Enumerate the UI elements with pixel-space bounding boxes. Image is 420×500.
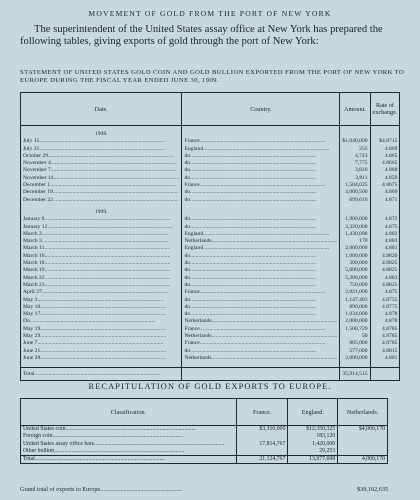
dot-leader: .......................................................................................... bbox=[190, 281, 316, 288]
country-cell: do.......................................................................................... bbox=[182, 304, 340, 311]
date-cell: March 2.......................................................................................... bbox=[21, 231, 182, 238]
rate-cell: 4.8755 bbox=[370, 297, 400, 304]
amount-cell: 300,000 bbox=[340, 260, 370, 267]
dot-leader: .......................................................................................... bbox=[41, 230, 168, 237]
grand-total-label: Grand total of exports to Europe bbox=[20, 486, 101, 493]
netherlands-cell: $4,000,170 bbox=[338, 426, 388, 434]
dot-leader: .......................................................................................... bbox=[44, 281, 171, 288]
table-row bbox=[21, 138, 400, 145]
dot-leader: .......................................................................................... bbox=[53, 174, 180, 181]
dot-leader: .......................................................................................... bbox=[211, 354, 338, 361]
total-amount: 35,914,515 bbox=[340, 368, 370, 381]
amount-cell: 3,811 bbox=[340, 175, 370, 182]
empty-cell bbox=[370, 131, 400, 138]
dot-leader: .......................................................................................... bbox=[44, 245, 171, 252]
date-cell: March 19.......................................................................................... bbox=[21, 267, 182, 274]
amount-cell: 3,320,000 bbox=[340, 224, 370, 231]
date-cell: July 15.......................................................................................... bbox=[21, 138, 182, 145]
table-row bbox=[21, 197, 400, 204]
date-cell: October 29.......................................................................................... bbox=[21, 153, 182, 160]
country-cell: England.......................................................................................... bbox=[182, 231, 340, 238]
recap-row bbox=[21, 441, 388, 448]
dot-leader: .......................................................................................... bbox=[190, 252, 316, 259]
rate-cell: 4.883 bbox=[370, 238, 400, 245]
dot-leader: .......................................................................................... bbox=[39, 145, 166, 152]
amount-cell: 50 bbox=[340, 333, 370, 340]
recap-row bbox=[21, 433, 388, 440]
rate-cell: 4.871 bbox=[370, 197, 400, 204]
dot-leader: .......................................................................................... bbox=[203, 230, 329, 237]
dot-leader: .......................................................................................... bbox=[47, 223, 174, 230]
table-row bbox=[21, 167, 400, 174]
dot-leader: .......................................................................................... bbox=[52, 196, 179, 203]
rate-cell: 4.869 bbox=[370, 146, 400, 153]
dot-leader: .......................................................................................... bbox=[199, 289, 326, 296]
dot-leader: .......................................................................................... bbox=[40, 311, 167, 318]
dot-leader: .......................................................................................... bbox=[199, 340, 326, 347]
date-cell: March 23.......................................................................................... bbox=[21, 282, 182, 289]
england-cell: $12,350,325 bbox=[288, 426, 338, 434]
amount-cell: 1,504,025 bbox=[340, 182, 370, 189]
empty-cell bbox=[182, 209, 340, 216]
country-cell: Netherlands.......................................................................................... bbox=[182, 238, 340, 245]
table-row bbox=[21, 326, 400, 333]
table-row bbox=[21, 282, 400, 289]
dot-leader: .......................................................................................... bbox=[199, 138, 326, 145]
dot-leader: .......................................................................................... bbox=[94, 440, 225, 447]
rate-cell: 4.859 bbox=[370, 175, 400, 182]
amount-cell: 255 bbox=[340, 146, 370, 153]
recap-row bbox=[21, 426, 388, 434]
recap-total-france: 21,124,767 bbox=[236, 456, 288, 464]
recap-total-england: 13,977,698 bbox=[288, 456, 338, 464]
rate-cell: 4.8820 bbox=[370, 253, 400, 260]
dot-leader: .......................................................................................... bbox=[44, 216, 171, 223]
dot-leader: .......................................................................................... bbox=[44, 252, 171, 259]
rate-cell: 4.872 bbox=[370, 216, 400, 223]
france-cell: 17,814,767 bbox=[236, 441, 288, 448]
dot-leader: .......................................................................................... bbox=[52, 189, 179, 196]
header-amount: Amount. bbox=[340, 93, 370, 126]
amount-cell: $1,040,000 bbox=[340, 138, 370, 145]
dot-leader: .......................................................................................... bbox=[44, 260, 171, 267]
table-row bbox=[21, 224, 400, 231]
country-cell: do.......................................................................................... bbox=[182, 297, 340, 304]
date-cell: December 19.......................................................................................... bbox=[21, 189, 182, 196]
table-row bbox=[21, 297, 400, 304]
dot-leader: .......................................................................................... bbox=[190, 296, 316, 303]
empty-cell bbox=[182, 368, 340, 381]
rate-cell: 4.8775 bbox=[370, 304, 400, 311]
rate-cell: 4.878 bbox=[370, 318, 400, 325]
country-cell: do.......................................................................................... bbox=[182, 253, 340, 260]
country-cell: do.......................................................................................... bbox=[182, 197, 340, 204]
dot-leader: .......................................................................................... bbox=[190, 174, 316, 181]
dot-leader: .......................................................................................... bbox=[50, 182, 177, 189]
header-date: Date. bbox=[21, 93, 182, 126]
date-cell: July 21.......................................................................................... bbox=[21, 146, 182, 153]
dot-leader: .......................................................................................... bbox=[44, 274, 171, 281]
table-row bbox=[21, 253, 400, 260]
dot-leader: .......................................................................................... bbox=[37, 340, 164, 347]
country-cell: do.......................................................................................... bbox=[182, 160, 340, 167]
amount-cell: 5,300,000 bbox=[340, 275, 370, 282]
france-cell: $3,310,000 bbox=[236, 426, 288, 434]
dot-leader: .......................................................................................... bbox=[190, 152, 316, 159]
header-rate: Rate of exchange. bbox=[370, 93, 400, 126]
dot-leader: .......................................................................................... bbox=[34, 370, 161, 377]
amount-cell: 2,021,000 bbox=[340, 289, 370, 296]
recap-total-row bbox=[21, 456, 388, 464]
dot-leader: .......................................................................................... bbox=[65, 426, 196, 432]
recap-table bbox=[20, 398, 388, 464]
table-row bbox=[21, 304, 400, 311]
rate-cell: $4.8715 bbox=[370, 138, 400, 145]
amount-cell: 7,775 bbox=[340, 160, 370, 167]
rate-cell: 4.865 bbox=[370, 153, 400, 160]
dot-leader: .......................................................................................... bbox=[211, 318, 338, 325]
date-cell: May 29.......................................................................................... bbox=[21, 333, 182, 340]
year-label: 1909. bbox=[21, 209, 182, 216]
dot-leader: .......................................................................................... bbox=[190, 303, 316, 310]
amount-cell: 1,147,483 bbox=[340, 297, 370, 304]
table-row bbox=[21, 267, 400, 274]
country-cell: do.......................................................................................... bbox=[182, 267, 340, 274]
date-cell: March 22.......................................................................................... bbox=[21, 275, 182, 282]
dot-leader: .......................................................................................... bbox=[190, 347, 316, 354]
table-row bbox=[21, 289, 400, 296]
dot-leader: .......................................................................................... bbox=[40, 347, 167, 354]
dot-leader: .......................................................................................... bbox=[34, 456, 166, 463]
amount-cell: 885,000 bbox=[340, 340, 370, 347]
country-cell: Netherlands.......................................................................................... bbox=[182, 333, 340, 340]
france-cell bbox=[236, 433, 288, 440]
empty-cell bbox=[340, 209, 370, 216]
grand-total: Grand total of exports to Europe..................................................... $39,102,635 bbox=[20, 486, 388, 493]
page-heading: MOVEMENT OF GOLD FROM THE PORT OF NEW YORK bbox=[88, 9, 332, 18]
dot-leader: .......................................................................................... bbox=[203, 145, 329, 152]
amount-cell: 4,000,500 bbox=[340, 189, 370, 196]
rate-cell: 4.8825 bbox=[370, 267, 400, 274]
france-cell bbox=[236, 448, 288, 456]
amount-cell: 2,000,000 bbox=[340, 245, 370, 252]
date-cell: May 10.......................................................................................... bbox=[21, 304, 182, 311]
dot-leader: .......................................................................................... bbox=[48, 152, 174, 159]
recap-total-netherlands: 4,000,170 bbox=[338, 456, 388, 464]
dot-leader: .......................................................................................... bbox=[41, 289, 168, 296]
date-cell: November 4.......................................................................................... bbox=[21, 160, 182, 167]
country-cell: do.......................................................................................... bbox=[182, 260, 340, 267]
rate-cell: 4.882 bbox=[370, 231, 400, 238]
dot-leader: .......................................................................................... bbox=[190, 196, 316, 203]
date-cell: November 7.......................................................................................... bbox=[21, 167, 182, 174]
amount-cell: 1,900,000 bbox=[340, 216, 370, 223]
country-cell: do.......................................................................................... bbox=[182, 167, 340, 174]
empty-cell bbox=[370, 209, 400, 216]
dot-leader: .......................................................................................... bbox=[41, 238, 168, 245]
country-cell: do.......................................................................................... bbox=[182, 275, 340, 282]
date-cell: March 18.......................................................................................... bbox=[21, 260, 182, 267]
intro-paragraph: The superintendent of the United States assay office at New York has prepared the following tables, giving exports of gold through the port of New York: bbox=[20, 24, 383, 47]
date-cell: January 8.......................................................................................... bbox=[21, 216, 182, 223]
rate-cell: 4.875 bbox=[370, 224, 400, 231]
recap-header-france: France. bbox=[236, 399, 288, 426]
dot-leader: .......................................................................................... bbox=[40, 354, 167, 361]
dot-leader: .......................................................................................... bbox=[40, 333, 167, 340]
date-cell: January 12.......................................................................................... bbox=[21, 224, 182, 231]
date-cell: May 19.......................................................................................... bbox=[21, 326, 182, 333]
country-cell: France.......................................................................................... bbox=[182, 326, 340, 333]
table-row bbox=[21, 333, 400, 340]
classification-cell: United States assay office bars.......................................................................................... bbox=[21, 441, 237, 448]
dot-leader: .......................................................................................... bbox=[50, 160, 177, 167]
dot-leader: .......................................................................................... bbox=[190, 274, 316, 281]
country-cell: England.......................................................................................... bbox=[182, 245, 340, 252]
recap-title: RECAPITULATION OF GOLD EXPORTS TO EUROPE. bbox=[88, 382, 332, 391]
rate-cell: 4.8785 bbox=[370, 340, 400, 347]
netherlands-cell bbox=[338, 441, 388, 448]
rate-cell: 4.878 bbox=[370, 311, 400, 318]
england-cell: 1,420,000 bbox=[288, 441, 338, 448]
total-label: Total.......................................................................................... bbox=[21, 368, 182, 381]
dot-leader: .......................................................................................... bbox=[190, 223, 316, 230]
date-cell: December 22.......................................................................................... bbox=[21, 197, 182, 204]
empty-cell bbox=[370, 368, 400, 381]
year-row bbox=[21, 209, 400, 216]
dot-leader: .......................................................................................... bbox=[190, 311, 316, 318]
amount-cell: 1,034,000 bbox=[340, 311, 370, 318]
dot-leader: .......................................................................................... bbox=[39, 138, 166, 145]
dot-leader: .......................................................................................... bbox=[52, 433, 183, 440]
dot-leader: .......................................................................................... bbox=[190, 260, 316, 267]
dot-leader: .......................................................................................... bbox=[44, 267, 171, 274]
grand-total-value: $39,102,635 bbox=[357, 486, 388, 493]
date-cell: May 3.......................................................................................... bbox=[21, 297, 182, 304]
empty-cell bbox=[340, 131, 370, 138]
table-row bbox=[21, 153, 400, 160]
country-cell: do.......................................................................................... bbox=[182, 348, 340, 355]
dot-leader: .......................................................................................... bbox=[54, 447, 185, 454]
rate-cell: 4.8815 bbox=[370, 348, 400, 355]
amount-cell: 2,000,000 bbox=[340, 318, 370, 325]
table-caption: STATEMENT OF UNITED STATES GOLD COIN AND GOLD BULLION EXPORTED FROM THE PORT OF NEW YORK TO EUROPE DURING THE FISCAL YEAR ENDED JUNE 30, 1909. bbox=[20, 69, 405, 85]
header-country: Country. bbox=[182, 93, 340, 126]
table-row bbox=[21, 160, 400, 167]
rate-cell: 4.881 bbox=[370, 245, 400, 252]
rate-cell: 4.883 bbox=[370, 275, 400, 282]
amount-cell: 4,743 bbox=[340, 153, 370, 160]
dot-leader: .......................................................................................... bbox=[211, 333, 338, 340]
amount-cell: 170 bbox=[340, 238, 370, 245]
dot-leader: .......................................................................................... bbox=[190, 189, 316, 196]
dot-leader: .......................................................................................... bbox=[211, 238, 338, 245]
dot-leader: .......................................................................................... bbox=[199, 325, 326, 332]
dot-leader: .......................................................................................... bbox=[203, 245, 329, 252]
table-row bbox=[21, 216, 400, 223]
exports-table bbox=[20, 92, 400, 381]
classification-cell: Foreign coin.......................................................................................... bbox=[21, 433, 237, 440]
dot-leader: .......................................................................................... bbox=[40, 303, 167, 310]
country-cell: Netherlands.......................................................................................... bbox=[182, 355, 340, 362]
amount-cell: 890,000 bbox=[340, 304, 370, 311]
date-cell: March 3.......................................................................................... bbox=[21, 238, 182, 245]
netherlands-cell bbox=[338, 448, 388, 456]
country-cell: England.......................................................................................... bbox=[182, 146, 340, 153]
date-cell: June 28.......................................................................................... bbox=[21, 355, 182, 362]
country-cell: France.......................................................................................... bbox=[182, 340, 340, 347]
rate-cell: 4.875 bbox=[370, 289, 400, 296]
country-cell: do.......................................................................................... bbox=[182, 216, 340, 223]
dot-leader: .......................................................................................... bbox=[190, 267, 316, 274]
amount-cell: 1,000,000 bbox=[340, 253, 370, 260]
recap-header-netherlands: Netherlands. bbox=[338, 399, 388, 426]
country-cell: do.......................................................................................... bbox=[182, 175, 340, 182]
rate-cell: 4.8785 bbox=[370, 326, 400, 333]
date-cell: May 17.......................................................................................... bbox=[21, 311, 182, 318]
total-row bbox=[21, 368, 400, 381]
amount-cell: 2,000,000 bbox=[340, 355, 370, 362]
dot-leader: .......................................................................................... bbox=[190, 167, 316, 174]
dot-leader: .......................................................................................... bbox=[199, 182, 326, 189]
date-cell: December 1.......................................................................................... bbox=[21, 182, 182, 189]
rate-cell: 4.8825 bbox=[370, 260, 400, 267]
date-cell: March 16.......................................................................................... bbox=[21, 253, 182, 260]
country-cell: do.......................................................................................... bbox=[182, 224, 340, 231]
recap-header-classification: Classification. bbox=[21, 399, 237, 426]
dot-leader: .......................................................................................... bbox=[40, 325, 167, 332]
table-row bbox=[21, 311, 400, 318]
date-cell: Do.......................................................................................... bbox=[21, 318, 182, 325]
dot-leader: .......................................................................................... bbox=[190, 216, 316, 223]
country-cell: France.......................................................................................... bbox=[182, 289, 340, 296]
exports-table-body bbox=[21, 126, 400, 381]
dot-leader: .......................................................................................... bbox=[190, 160, 316, 167]
amount-cell: 5,000,000 bbox=[340, 267, 370, 274]
country-cell: do.......................................................................................... bbox=[182, 311, 340, 318]
amount-cell: 750,000 bbox=[340, 282, 370, 289]
recap-table-body bbox=[21, 426, 388, 464]
country-cell: France.......................................................................................... bbox=[182, 138, 340, 145]
netherlands-cell bbox=[338, 433, 388, 440]
table-row bbox=[21, 146, 400, 153]
country-cell: do.......................................................................................... bbox=[182, 189, 340, 196]
rate-cell: 4.881 bbox=[370, 355, 400, 362]
date-cell: April 27.......................................................................................... bbox=[21, 289, 182, 296]
rate-cell: 4.869 bbox=[370, 189, 400, 196]
table-row bbox=[21, 348, 400, 355]
amount-cell: 1,500,729 bbox=[340, 326, 370, 333]
rate-cell: 4.8785 bbox=[370, 333, 400, 340]
table-row bbox=[21, 275, 400, 282]
classification-cell: Other bullion.......................................................................................... bbox=[21, 448, 237, 456]
date-cell: June 21.......................................................................................... bbox=[21, 348, 182, 355]
amount-cell: 1,430,000 bbox=[340, 231, 370, 238]
table-row bbox=[21, 189, 400, 196]
table-row bbox=[21, 318, 400, 325]
amount-cell: 577,000 bbox=[340, 348, 370, 355]
rate-cell: 4.860 bbox=[370, 167, 400, 174]
england-cell: 183,120 bbox=[288, 433, 338, 440]
amount-cell: 3,820 bbox=[340, 167, 370, 174]
country-cell: Netherlands.......................................................................................... bbox=[182, 318, 340, 325]
table-row bbox=[21, 182, 400, 189]
dot-leader: .......................................................................................... bbox=[29, 318, 156, 325]
table-row bbox=[21, 260, 400, 267]
table-row bbox=[21, 231, 400, 238]
rate-cell: 4.8675 bbox=[370, 182, 400, 189]
country-cell: France.......................................................................................... bbox=[182, 182, 340, 189]
date-cell: March 11.......................................................................................... bbox=[21, 245, 182, 252]
year-label: 1908. bbox=[21, 131, 182, 138]
table-row bbox=[21, 355, 400, 362]
recap-header-england: England. bbox=[288, 399, 338, 426]
amount-cell: 699,610 bbox=[340, 197, 370, 204]
date-cell: June 7.......................................................................................... bbox=[21, 340, 182, 347]
classification-cell: United States coin.......................................................................................... bbox=[21, 426, 237, 434]
table-row bbox=[21, 175, 400, 182]
table-row bbox=[21, 238, 400, 245]
country-cell: do.......................................................................................... bbox=[182, 282, 340, 289]
england-cell: 29,253 bbox=[288, 448, 338, 456]
table-row bbox=[21, 340, 400, 347]
dot-leader: .......................................................................................... bbox=[50, 167, 177, 174]
rate-cell: 4.8665 bbox=[370, 160, 400, 167]
dot-leader: .......................................................................................... bbox=[37, 296, 164, 303]
year-row bbox=[21, 131, 400, 138]
date-cell: November 14.......................................................................................... bbox=[21, 175, 182, 182]
table-row bbox=[21, 245, 400, 252]
empty-cell bbox=[182, 131, 340, 138]
country-cell: do.......................................................................................... bbox=[182, 153, 340, 160]
recap-total-label: Total.......................................................................................... bbox=[21, 456, 237, 464]
rate-cell: 4.8825 bbox=[370, 282, 400, 289]
recap-row bbox=[21, 448, 388, 456]
